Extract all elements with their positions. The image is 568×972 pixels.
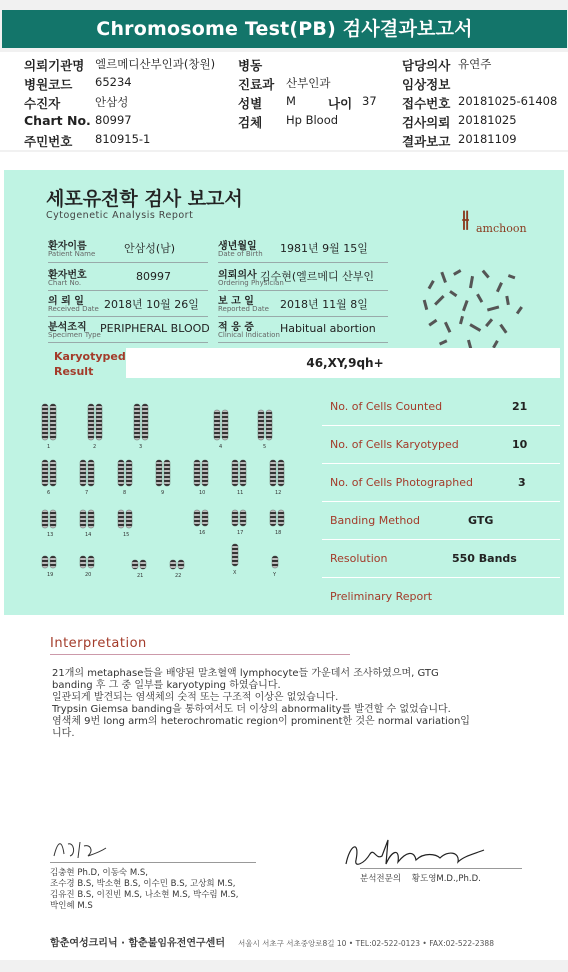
chromosome-number: 4 [219, 444, 223, 450]
reported-date-sublabel: Reported Date [218, 305, 269, 313]
chromosome [80, 460, 86, 486]
chromosome [194, 460, 200, 486]
signature-line [360, 868, 522, 869]
received-date: 2018년 10월 26일 [104, 298, 199, 311]
received-date-sublabel: Received Date [48, 305, 99, 313]
chromosome-number: 17 [237, 530, 244, 536]
chromosome-number: 13 [47, 532, 54, 538]
chromosome-number: 1 [47, 444, 51, 450]
stat-row: No. of Cells Counted 21 [322, 388, 560, 426]
chromosome [134, 404, 140, 440]
chromosome [88, 404, 94, 440]
divider [48, 342, 208, 343]
chromosome [96, 404, 102, 440]
header-row [0, 75, 568, 94]
physician-label: 의뢰의사 [218, 270, 257, 281]
report-sheet [0, 152, 568, 960]
dob: 1981년 9월 15일 [280, 242, 368, 255]
chromosome-number: X [233, 570, 237, 576]
interpretation-title: Interpretation [50, 636, 147, 651]
chromosome [278, 510, 284, 526]
chromosome [142, 404, 148, 440]
clinical-indication: Habitual abortion [280, 322, 376, 335]
report-subtitle: Cytogenetic Analysis Report [46, 210, 194, 221]
field-label: 나이 [328, 96, 353, 111]
report-title: 세포유전학 검사 보고서 [46, 188, 243, 210]
field-value: 엘르메디산부인과(창원) [95, 57, 216, 71]
chromosome-number: 9 [161, 490, 165, 496]
specimen-sublabel: Specimen Type [48, 331, 101, 339]
chromosome-number: 19 [47, 572, 54, 578]
patient-name: 안삼성(남) [124, 242, 176, 255]
chart-no: 80997 [136, 270, 171, 283]
chromosome [42, 556, 48, 568]
divider [48, 316, 208, 317]
field-value: 유연주 [458, 57, 492, 71]
chromosome [42, 460, 48, 486]
field-value: 20181025 [458, 113, 517, 127]
chart-no-sublabel: Chart No. [48, 279, 82, 287]
staff-list: 김충현 Ph.D, 이동숙 M.S, 조수경 B.S, 박소현 B.S, 이수민 B.S, 고상희 M.S, 김유진 B.S, 이진빈 M.S, 나소현 M.S, 박수림 M.S, 박인혜 M.S [50, 868, 239, 911]
field-label: 접수번호 [402, 96, 451, 111]
chromosome [258, 410, 264, 440]
chromosome [232, 460, 238, 486]
chromosome [132, 560, 138, 569]
chromosome-number: 14 [85, 532, 92, 538]
chromosome [126, 510, 132, 528]
received-date-label: 의 뢰 일 [48, 296, 84, 307]
field-label: 담당의사 [402, 58, 451, 73]
metaphase-spread-image [412, 260, 532, 356]
chromosome [88, 556, 94, 568]
divider [218, 342, 388, 343]
signature-line [50, 862, 256, 863]
dob-label: 생년월일 [218, 241, 257, 252]
chromosome [240, 510, 246, 526]
header-row [0, 132, 568, 151]
patient-name-sublabel: Patient Name [48, 250, 96, 258]
divider [48, 290, 208, 291]
karyogram-image [28, 396, 308, 606]
reported-date: 2018년 11월 8일 [280, 298, 368, 311]
specimen-label: 분석조직 [48, 322, 87, 333]
chromosome-number: 11 [237, 490, 244, 496]
divider [218, 262, 388, 263]
chromosome [42, 404, 48, 440]
field-value: 20181109 [458, 132, 517, 146]
header-row [0, 94, 568, 113]
logo-mark-icon: ⫲ [462, 206, 470, 232]
karyotype-result-label: Karyotyped Result [54, 350, 126, 378]
field-label: 주민번호 [24, 134, 73, 149]
chromosome-number: 20 [85, 572, 92, 578]
chromosome-number: 10 [199, 490, 206, 496]
chromosome-number: 3 [139, 444, 143, 450]
chromosome [178, 560, 184, 569]
chromosome-number: 12 [275, 490, 282, 496]
divider [218, 290, 388, 291]
reported-date-label: 보 고 일 [218, 296, 254, 307]
chromosome [232, 510, 238, 526]
chromosome [50, 404, 56, 440]
chromosome-number: 7 [85, 490, 89, 496]
field-label: 성별 [238, 96, 263, 111]
field-value: 65234 [95, 75, 132, 89]
indication-label: 적 응 증 [218, 322, 254, 333]
chromosome [88, 460, 94, 486]
chromosome [126, 460, 132, 486]
chromosome-number: 22 [175, 573, 182, 579]
field-label: 검사의뢰 [402, 115, 451, 130]
chromosome-number: 2 [93, 444, 97, 450]
chromosome [118, 460, 124, 486]
chromosome [240, 460, 246, 486]
chromosome [50, 556, 56, 568]
field-value: 37 [362, 94, 377, 108]
chromosome [278, 460, 284, 486]
chromosome-number: 8 [123, 490, 127, 496]
chromosome [270, 460, 276, 486]
field-label: 병원코드 [24, 77, 73, 92]
hamchoon-logo: ⫲ amchoon [462, 206, 527, 235]
divider [48, 262, 208, 263]
dob-sublabel: Date of Birth [218, 250, 263, 258]
header-row [0, 56, 568, 75]
chromosome [50, 460, 56, 486]
chromosome-number: 21 [137, 573, 144, 579]
chromosome [118, 510, 124, 528]
footer [50, 934, 494, 949]
chromosome [202, 510, 208, 526]
chromosome [140, 560, 146, 569]
field-value: 산부인과 [286, 76, 331, 90]
stat-row: Banding Method GTG [322, 502, 560, 540]
field-value: 안삼성 [95, 95, 129, 109]
chromosome [80, 510, 86, 528]
specimen-type: PERIPHERAL BLOOD [100, 322, 210, 335]
field-label: 의뢰기관명 [24, 58, 85, 73]
document-title: Chromosome Test(PB) 검사결과보고서 [2, 10, 567, 48]
chromosome [222, 410, 228, 440]
chromosome [170, 560, 176, 569]
indication-sublabel: Clinical Indication [218, 331, 280, 339]
chromosome-number: 6 [47, 490, 51, 496]
physician: 김수현(엘르메디 산부인 [260, 270, 375, 283]
field-label: 검체 [238, 115, 263, 130]
divider [218, 316, 388, 317]
chromosome [232, 544, 238, 566]
chromosome [42, 510, 48, 528]
interpretation-divider [50, 654, 350, 655]
field-label: 진료과 [238, 77, 275, 92]
field-label: 병동 [238, 58, 263, 73]
patient-name-label: 환자이름 [48, 241, 87, 252]
chromosome-number: 15 [123, 532, 130, 538]
chromosome [164, 460, 170, 486]
organization-name: 함춘여성크리닉 · 함춘불임유전연구센터 [50, 938, 225, 949]
chart-no-label: 환자번호 [48, 270, 87, 281]
pathologist-signature-caption: 분석전문의 황도영M.D.,Ph.D. [360, 874, 481, 884]
chromosome-number: 18 [275, 530, 282, 536]
karyotype-result-value: 46,XY,9qh+ [306, 356, 384, 370]
stat-row: No. of Cells Karyotyped 10 [322, 426, 560, 464]
physician-sublabel: Ordering Physician [218, 279, 284, 287]
chromosome [214, 410, 220, 440]
chromosome [88, 510, 94, 528]
chromosome [202, 460, 208, 486]
field-value: 20181025-61408 [458, 94, 558, 108]
chromosome [194, 510, 200, 526]
field-label: 임상정보 [402, 77, 451, 92]
chromosome [272, 556, 278, 568]
field-value: Hp Blood [286, 113, 339, 127]
stat-row: Preliminary Report [330, 590, 433, 603]
order-info-header [0, 52, 568, 150]
header-row [0, 113, 568, 132]
field-value: M [286, 94, 296, 108]
field-value: 810915-1 [95, 132, 151, 146]
field-label: 수진자 [24, 96, 61, 111]
handwritten-signature-left [50, 836, 110, 862]
interpretation-text: 21개의 metaphase들을 배양된 말초혈액 lymphocyte들 가운데서 조사하였으며, GTG banding 후 그 중 일부를 karyotyping 하였습니다. 일관되게 발견되는 염색체의 숫적 또는 구조적 이상은 없었습니다. Trypsin Giemsa banding을 통하여서도 더 이상의 abnormality를 발견할 수 없었습니다. 염색체 9번 long arm의 heterochromatic region이 prominent한 것은 normal variation입 니다. [52, 668, 470, 739]
chromosome [266, 410, 272, 440]
stat-row: No. of Cells Photographed 3 [322, 464, 560, 502]
chromosome-number: 16 [199, 530, 206, 536]
organization-address: 서울시 서초구 서초중앙로8길 10 • TEL:02-522-0123 • FAX:02-522-2388 [238, 939, 494, 948]
field-label: Chart No. [24, 113, 91, 128]
chromosome [156, 460, 162, 486]
cytogenetic-report-card [4, 170, 564, 615]
chromosome [80, 556, 86, 568]
chromosome-number: Y [273, 572, 277, 578]
chromosome-number: 5 [263, 444, 267, 450]
chromosome [50, 510, 56, 528]
field-value: 80997 [95, 113, 132, 127]
stat-row: Resolution 550 Bands [322, 540, 560, 578]
chromosome [270, 510, 276, 526]
field-label: 결과보고 [402, 134, 451, 149]
